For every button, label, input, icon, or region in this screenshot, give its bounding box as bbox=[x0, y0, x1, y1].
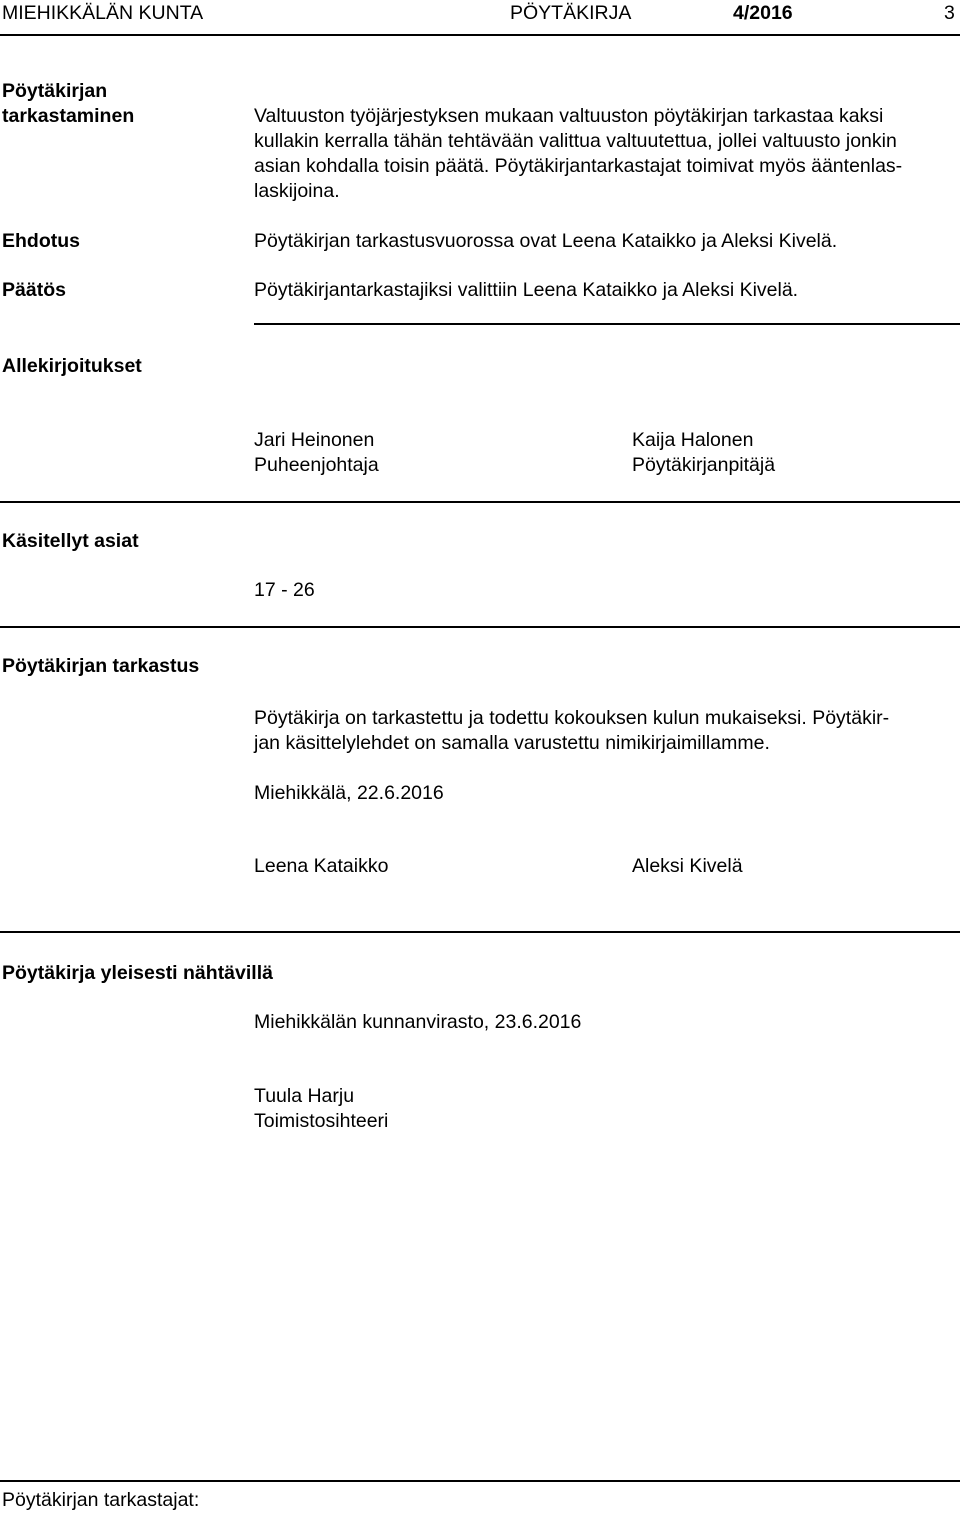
checker-name: Aleksi Kivelä bbox=[632, 855, 743, 877]
official-name: Tuula Harju bbox=[254, 1085, 355, 1107]
ehdotus-text: Pöytäkirjan tarkastusvuorossa ovat Leena Kataikko ja Aleksi Kivelä. bbox=[254, 230, 838, 252]
tarkastaminen-text-line: kullakin kerralla tähän tehtävään valittua valtuutettua, jollei valtuusto jonkin bbox=[254, 130, 897, 152]
tarkastus-text-line: Pöytäkirja on tarkastettu ja todettu kokouksen kulun mukaiseksi. Pöytäkir- bbox=[254, 707, 890, 729]
checker-name: Leena Kataikko bbox=[254, 855, 389, 877]
header-divider bbox=[0, 34, 960, 36]
section-divider bbox=[254, 323, 960, 325]
nahtavilla-place-date: Miehikkälän kunnanvirasto, 23.6.2016 bbox=[254, 1011, 582, 1033]
section-label-kasitellyt: Käsitellyt asiat bbox=[2, 530, 139, 552]
section-divider bbox=[0, 501, 960, 503]
signer-role: Pöytäkirjanpitäjä bbox=[632, 454, 776, 476]
section-divider bbox=[0, 931, 960, 933]
tarkastaminen-text-line: Valtuuston työjärjestyksen mukaan valtuuston pöytäkirjan tarkastaa kaksi bbox=[254, 105, 884, 127]
document-type: PÖYTÄKIRJA bbox=[510, 2, 632, 24]
page-number: 3 bbox=[944, 2, 955, 24]
section-label-tarkastaminen-2: tarkastaminen bbox=[2, 105, 135, 127]
section-label-tarkastaminen-1: Pöytäkirjan bbox=[2, 80, 108, 102]
section-label-ehdotus: Ehdotus bbox=[2, 230, 80, 252]
document-number: 4/2016 bbox=[733, 2, 793, 24]
section-label-tarkastus: Pöytäkirjan tarkastus bbox=[2, 655, 200, 677]
tarkastaminen-text-line: laskijoina. bbox=[254, 180, 340, 202]
tarkastus-text-line: jan käsittelylehdet on samalla varustettu nimikirjaimillamme. bbox=[254, 732, 770, 754]
signer-name: Jari Heinonen bbox=[254, 429, 375, 451]
footer-divider bbox=[0, 1480, 960, 1482]
signer-role: Puheenjohtaja bbox=[254, 454, 379, 476]
kasitellyt-range: 17 - 26 bbox=[254, 579, 315, 601]
municipality-name: MIEHIKKÄLÄN KUNTA bbox=[2, 2, 204, 24]
section-label-paatos: Päätös bbox=[2, 279, 66, 301]
footer-label: Pöytäkirjan tarkastajat: bbox=[2, 1489, 200, 1511]
paatos-text: Pöytäkirjantarkastajiksi valittiin Leena Kataikko ja Aleksi Kivelä. bbox=[254, 279, 799, 301]
section-divider bbox=[0, 626, 960, 628]
official-role: Toimistosihteeri bbox=[254, 1110, 389, 1132]
section-label-allekirjoitukset: Allekirjoitukset bbox=[2, 355, 142, 377]
signer-name: Kaija Halonen bbox=[632, 429, 754, 451]
section-label-nahtavilla: Pöytäkirja yleisesti nähtävillä bbox=[2, 962, 273, 984]
tarkastus-place-date: Miehikkälä, 22.6.2016 bbox=[254, 782, 444, 804]
tarkastaminen-text-line: asian kohdalla toisin päätä. Pöytäkirjantarkastajat toimivat myös ääntenlas- bbox=[254, 155, 903, 177]
